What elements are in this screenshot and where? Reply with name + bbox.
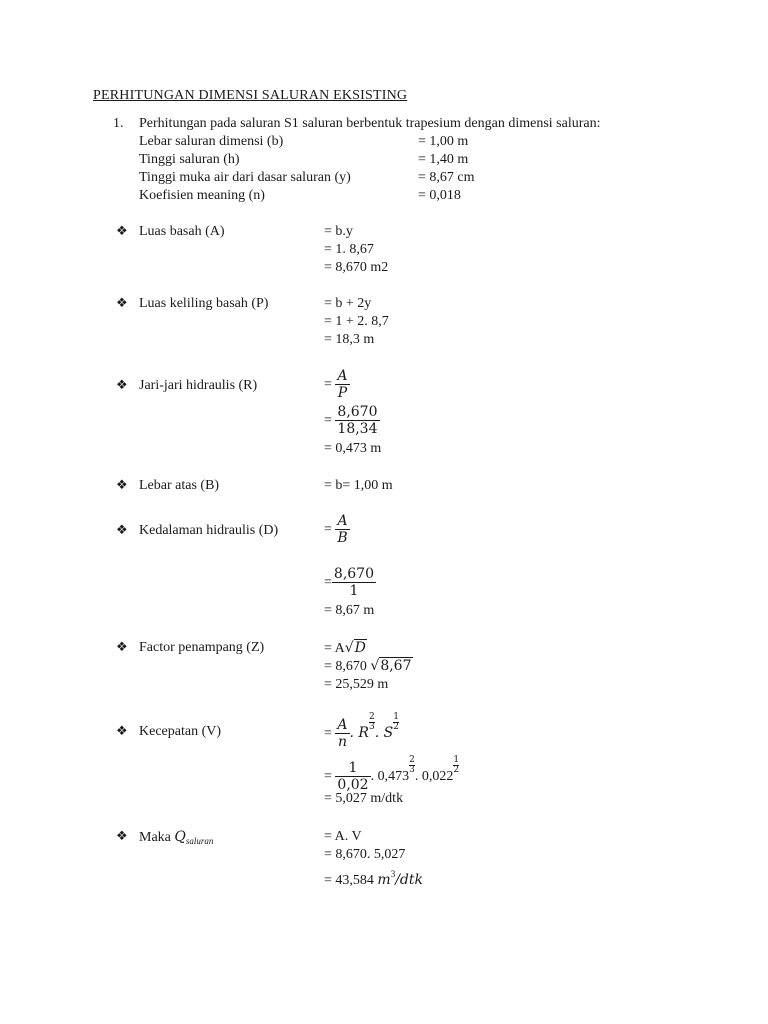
sqrt-symbol: √D — [344, 640, 366, 656]
jari-formula-1: = $\frac{A}{P}$ — [324, 368, 348, 402]
keliling-label: Luas keliling basah (P) — [139, 296, 269, 311]
exponent-fraction: $\frac{1}{2}$ — [453, 755, 460, 775]
diamond-bullet-icon: ❖ — [116, 724, 128, 739]
maka-line-1: = A. V — [324, 829, 362, 844]
jari-label: Jari-jari hidraulis (R) — [139, 378, 258, 393]
fraction: $\frac{A}{B}$ — [337, 513, 348, 547]
diamond-bullet-icon: ❖ — [116, 523, 128, 538]
sqrt-symbol: √8,67 — [370, 658, 412, 674]
jari-formula-2: = $\frac{8,670}{18,34}$ — [324, 404, 378, 438]
kedalaman-label: Kedalaman hidraulis (D) — [139, 523, 279, 538]
fraction: $\frac{A}{n}$ — [337, 717, 348, 751]
maka-line-3: = 43,584 $m^3$/dtk — [324, 869, 423, 888]
kedalaman-line-3: = 8,67 m — [324, 603, 375, 618]
keliling-line-1: = b + 2y — [324, 296, 372, 311]
list-number: 1. — [113, 116, 124, 131]
diamond-bullet-icon: ❖ — [116, 378, 128, 393]
maka-line-2: = 8,670. 5,027 — [324, 847, 406, 862]
diamond-bullet-icon: ❖ — [116, 829, 128, 844]
lebar-atas-label: Lebar atas (B) — [139, 478, 220, 493]
page-title: PERHITUNGAN DIMENSI SALURAN EKSISTING — [93, 88, 408, 103]
luas-basah-line-3: = 8,670 m2 — [324, 260, 389, 275]
dimension-label-b: Lebar saluran dimensi (b) — [139, 134, 284, 149]
fraction: $\frac{1}{0,02}$ — [337, 760, 369, 794]
kecepatan-label: Kecepatan (V) — [139, 724, 222, 739]
luas-basah-label: Luas basah (A) — [139, 224, 225, 239]
luas-basah-line-2: = 1. 8,67 — [324, 242, 374, 257]
maka-label: Maka $Q_{saluran}$ — [139, 829, 214, 846]
kedalaman-formula-2: = $\frac{8,670}{1}$ — [324, 566, 374, 600]
dimension-value-y: = 8,67 cm — [418, 170, 475, 185]
kedalaman-formula-1: = $\frac{A}{B}$ — [324, 513, 348, 547]
dimension-value-n: = 0,018 — [418, 188, 461, 203]
dimension-label-n: Koefisien meaning (n) — [139, 188, 265, 203]
diamond-bullet-icon: ❖ — [116, 640, 128, 655]
factor-line-2: = 8,670 √8,67 — [324, 658, 412, 674]
factor-label: Factor penampang (Z) — [139, 640, 265, 655]
keliling-line-3: = 18,3 m — [324, 332, 375, 347]
dimension-label-h: Tinggi saluran (h) — [139, 152, 240, 167]
kecepatan-formula-1: = $\frac{A}{n}$ . R $\frac{2}{3}$ . S $\frac{1}{2}$ — [324, 712, 399, 751]
lebar-atas-line-1: = b= 1,00 m — [324, 478, 393, 493]
dimension-value-b: = 1,00 m — [418, 134, 469, 149]
factor-line-1: = A√D — [324, 640, 366, 656]
fraction: $\frac{8,670}{1}$ — [333, 566, 374, 600]
luas-basah-line-1: = b.y — [324, 224, 353, 239]
kecepatan-formula-2: = $\frac{1}{0,02}$ . 0,473 $\frac{2}{3}$ . 0,022 $\frac{1}{2}$ — [324, 755, 460, 794]
exponent-fraction: $\frac{2}{3}$ — [368, 712, 375, 732]
exponent-fraction: $\frac{1}{2}$ — [393, 712, 399, 732]
dimension-value-h: = 1,40 m — [418, 152, 469, 167]
kecepatan-line-3: = 5,027 m/dtk — [324, 791, 404, 806]
keliling-line-2: = 1 + 2. 8,7 — [324, 314, 389, 329]
factor-line-3: = 25,529 m — [324, 677, 389, 692]
fraction: $\frac{8,670}{18,34}$ — [337, 404, 378, 438]
jari-line-3: = 0,473 m — [324, 441, 382, 456]
dimension-label-y: Tinggi muka air dari dasar saluran (y) — [139, 170, 351, 185]
exponent-fraction: $\frac{2}{3}$ — [409, 755, 415, 775]
fraction: $\frac{A}{P}$ — [337, 368, 348, 402]
diamond-bullet-icon: ❖ — [116, 296, 128, 311]
diamond-bullet-icon: ❖ — [116, 478, 128, 493]
intro-text: Perhitungan pada saluran S1 saluran berbentuk trapesium dengan dimensi saluran: — [139, 116, 601, 131]
diamond-bullet-icon: ❖ — [116, 224, 128, 239]
